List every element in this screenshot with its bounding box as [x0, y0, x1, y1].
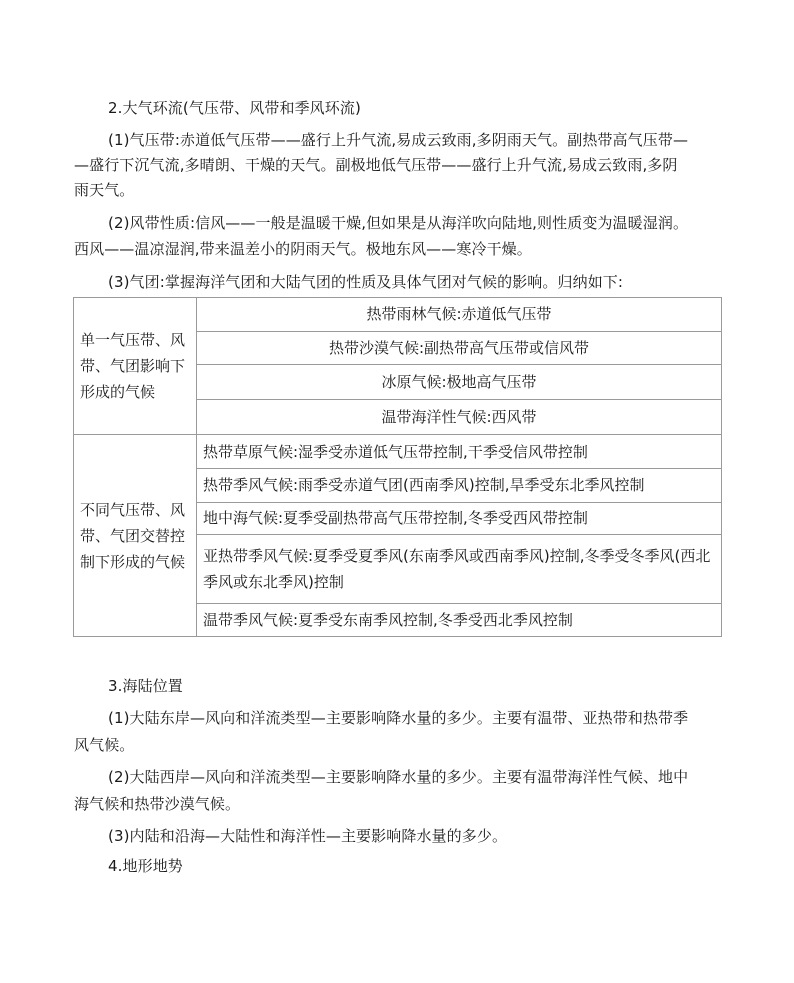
- climate-table: [73, 297, 722, 637]
- table-row: [74, 435, 722, 469]
- table-row: [74, 298, 722, 332]
- paragraph-east-coast-line-1: (1)大陆东岸—风向和洋流类型—主要影响降水量的多少。主要有温带、亚热带和热带季: [108, 709, 689, 727]
- paragraph-wind-belt-line-2: 西风——温凉湿润,带来温差小的阴雨天气。极地东风——寒冷干燥。: [74, 240, 532, 258]
- paragraph-pressure-belt-line-1: (1)气压带:赤道低气压带——盛行上升气流,易成云致雨,多阴雨天气。副热带高气压带—: [108, 131, 689, 149]
- paragraph-wind-belt-line-1: (2)风带性质:信风——一般是温暖干燥,但如果是从海洋吹向陆地,则性质变为温暖湿润。: [108, 214, 689, 232]
- paragraph-air-mass: (3)气团:掌握海洋气团和大陆气团的性质及具体气团对气候的影响。归纳如下:: [108, 273, 624, 291]
- paragraph-west-coast-line-1: (2)大陆西岸—风向和洋流类型—主要影响降水量的多少。主要有温带海洋性气候、地中: [108, 768, 689, 786]
- table-cell: 温带海洋性气候:西风带: [197, 399, 722, 435]
- table-cell: 冰原气候:极地高气压带: [197, 365, 722, 400]
- section-4-heading: 4.地形地势: [108, 857, 183, 875]
- paragraph-inland-coastal: (3)内陆和沿海—大陆性和海洋性—主要影响降水量的多少。: [108, 827, 508, 845]
- paragraph-east-coast-line-2: 风气候。: [74, 736, 135, 754]
- table-cell: 温带季风气候:夏季受东南季风控制,冬季受西北季风控制: [197, 604, 722, 637]
- table-cell: 亚热带季风气候:夏季受夏季风(东南季风或西南季风)控制,冬季受冬季风(西北季风或东北季风)控制: [197, 535, 722, 604]
- paragraph-west-coast-line-2: 海气候和热带沙漠气候。: [74, 795, 241, 813]
- group-1-label: 单一气压带、风带、气团影响下形成的气候: [74, 298, 197, 435]
- table-cell: 地中海气候:夏季受副热带高气压带控制,冬季受西风带控制: [197, 502, 722, 535]
- table-cell: 热带雨林气候:赤道低气压带: [197, 298, 722, 332]
- table-cell: 热带季风气候:雨季受赤道气团(西南季风)控制,旱季受东北季风控制: [197, 469, 722, 503]
- table-cell: 热带草原气候:湿季受赤道低气压带控制,干季受信风带控制: [197, 435, 722, 469]
- paragraph-pressure-belt-line-3: 雨天气。: [74, 181, 135, 199]
- table-cell: 热带沙漠气候:副热带高气压带或信风带: [197, 331, 722, 365]
- paragraph-pressure-belt-line-2: —盛行下沉气流,多晴朗、干燥的天气。副极地低气压带——盛行上升气流,易成云致雨,多阴: [74, 156, 678, 174]
- group-2-label: 不同气压带、风带、气团交替控制下形成的气候: [74, 435, 197, 637]
- section-3-heading: 3.海陆位置: [108, 677, 183, 695]
- section-2-heading: 2.大气环流(气压带、风带和季风环流): [108, 99, 361, 117]
